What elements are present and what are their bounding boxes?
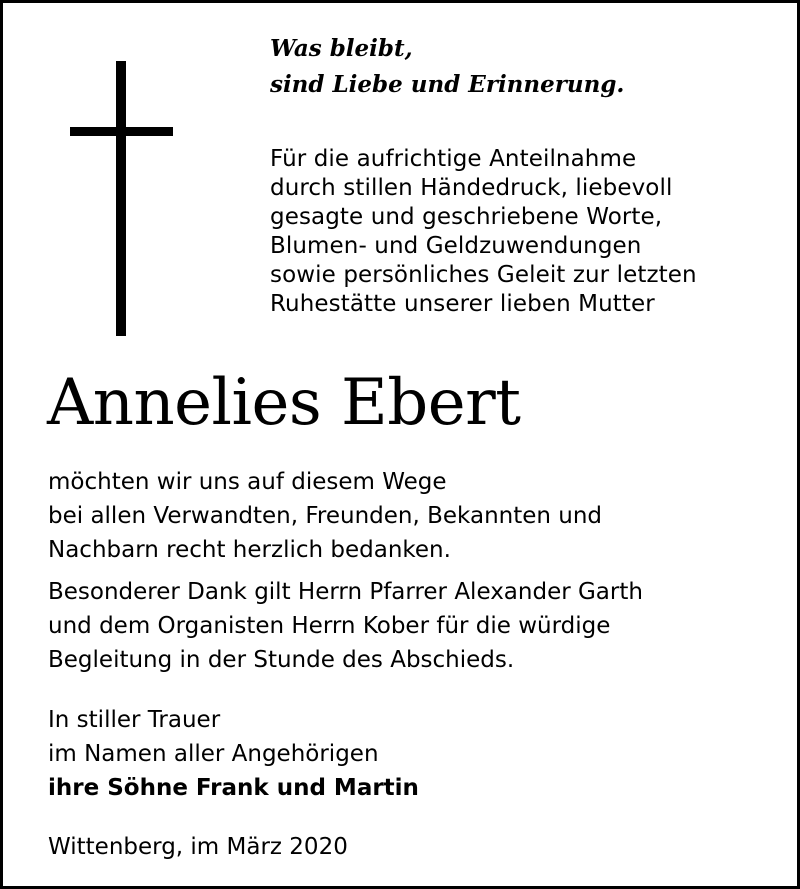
place-date: Wittenberg, im März 2020 bbox=[48, 834, 348, 860]
intro-line: durch stillen Händedruck, liebevoll bbox=[270, 175, 673, 201]
special-thanks-line: und dem Organisten Herrn Kober für die würdige bbox=[48, 613, 611, 639]
motto bbox=[270, 31, 624, 103]
closing-signature bbox=[48, 703, 419, 805]
closing-line: In stiller Trauer bbox=[48, 707, 221, 733]
special-thanks-line: Begleitung in der Stunde des Abschieds. bbox=[48, 647, 515, 673]
cross-icon-crossbar bbox=[70, 127, 173, 136]
motto-line: sind Liebe und Erinnerung. bbox=[270, 71, 625, 98]
thanks-line: möchten wir uns auf diesem Wege bbox=[48, 469, 447, 495]
motto-line: Was bleibt, bbox=[270, 35, 413, 62]
cross-icon bbox=[116, 61, 126, 336]
intro-text bbox=[270, 145, 697, 319]
intro-line: Für die aufrichtige Anteilnahme bbox=[270, 146, 637, 172]
thanks-line: Nachbarn recht herzlich bedanken. bbox=[48, 537, 451, 563]
intro-line: gesagte und geschriebene Worte, bbox=[270, 204, 663, 230]
special-thanks-line: Besonderer Dank gilt Herrn Pfarrer Alexander Garth bbox=[48, 579, 643, 605]
intro-line: sowie persönliches Geleit zur letzten bbox=[270, 262, 697, 288]
intro-line: Ruhestätte unserer lieben Mutter bbox=[270, 291, 655, 317]
thanks-line: bei allen Verwandten, Freunden, Bekannten und bbox=[48, 503, 603, 529]
intro-line: Blumen- und Geldzuwendungen bbox=[270, 233, 642, 259]
special-thanks-paragraph bbox=[48, 575, 643, 677]
signers: ihre Söhne Frank und Martin bbox=[48, 775, 419, 801]
deceased-name: Annelies Ebert bbox=[47, 366, 521, 440]
closing-line: im Namen aller Angehörigen bbox=[48, 741, 379, 767]
thanks-paragraph bbox=[48, 465, 602, 567]
